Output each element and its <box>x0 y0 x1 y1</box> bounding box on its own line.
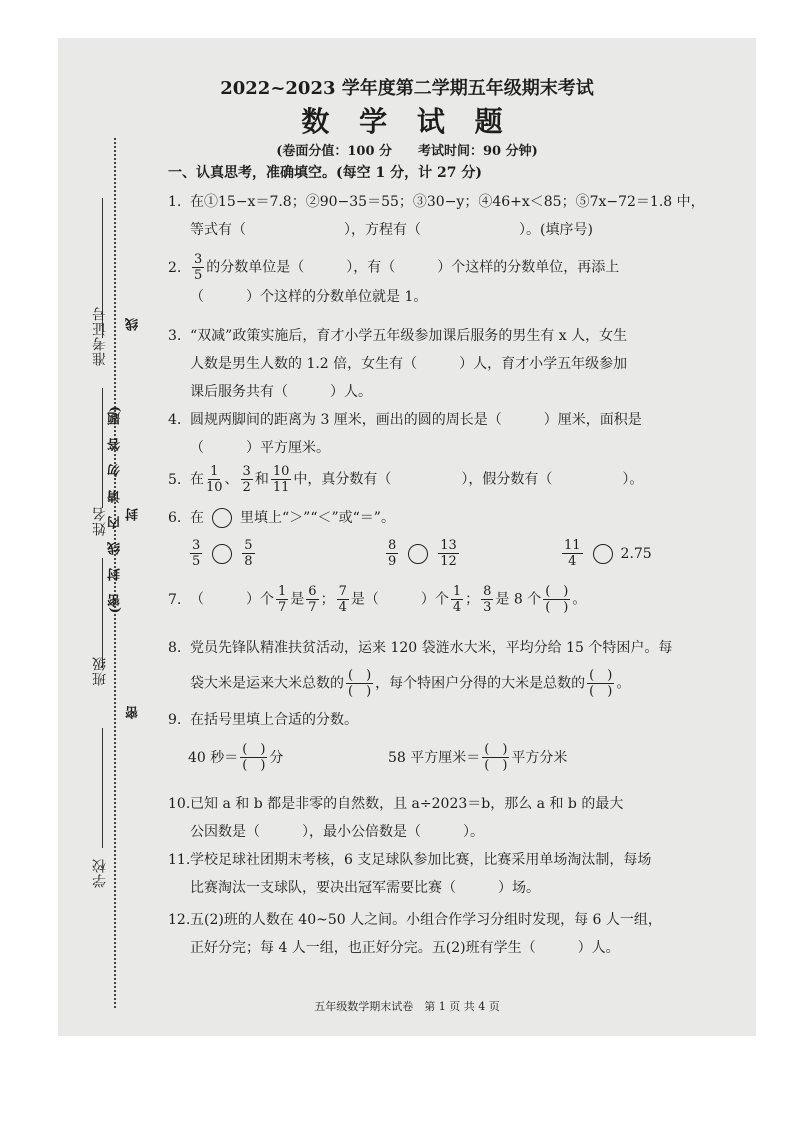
question-3: 3. “双减”政策实施后，育才小学五年级参加课后服务的男生有 x 人，女生 人数是男生人数的 1.2 倍，女生有（ ）人，育才小学五年级参加 课后服务共有（ ）人。 <box>168 328 628 400</box>
exam-title: 数 学 试 题 <box>301 105 513 138</box>
fraction: $\frac{8}{9}$ <box>388 538 397 569</box>
question-2: 2. $\frac{3}{5}$ 的分数单位是（ ），有（ ）个这样的分数单位，再添上 （ ）个这样的分数单位就是 1。 <box>168 252 620 305</box>
fraction: $\frac{13}{12}$ <box>440 538 457 569</box>
fraction: $\frac{11}{4}$ <box>564 538 581 569</box>
seal-mark-mi: 密 <box>126 706 141 719</box>
name-underline <box>102 388 103 508</box>
school-underline <box>102 728 103 848</box>
question-12: 12.五(2)班的人数在 40~50 人之间。小组合作学习分组时发现，每 6 人一组， 正好分完；每 4 人一组，也正好分完。五(2)班有学生（ ）人。 <box>168 912 662 956</box>
binding-margin <box>58 38 168 1036</box>
fraction: $\frac{7}{4}$ <box>338 584 347 615</box>
fraction: $\frac{3}{5}$ <box>192 538 201 569</box>
compare-circle-icon[interactable] <box>212 544 232 564</box>
question-10: 10.已知 a 和 b 都是非零的自然数，且 a÷2023＝b，那么 a 和 b 的最大 公因数是（ ），最小公倍数是（ ）。 <box>168 796 624 840</box>
seal-notice: (密 封 线 内 请 勿 答 题) <box>108 406 123 614</box>
fraction: $\frac{8}{3}$ <box>483 584 492 615</box>
question-11: 11.学校足球社团期末考核，6 支足球队参加比赛，比赛采用单场淘汰制，每场 比赛淘汰一支球队，要决出冠军需要比赛（ ）场。 <box>168 852 652 896</box>
answer-blank-fraction[interactable]: $\frac{( )}{( )}$ <box>348 668 372 699</box>
compare-circle-icon[interactable] <box>593 544 613 564</box>
fraction: $\frac{5}{8}$ <box>244 538 253 569</box>
question-6: 6. 在 里填上“＞”“＜”或“＝”。 $\frac{3}{5}$ $\frac{5}{8}$ $\frac{8}{9}$ $\frac{13}{12}$ $\frac{11}{4}$ 2.75 <box>168 510 652 569</box>
school-label: 学校 <box>92 858 108 888</box>
compare-circle-icon[interactable] <box>408 544 428 564</box>
section-title: 一、认真思考，准确填空。(每空 1 分，计 27 分) <box>168 165 482 181</box>
class-underline <box>102 558 103 668</box>
exam-header: 2022~2023 学年度第二学期五年级期末考试 <box>220 78 594 99</box>
page-footer: 五年级数学期末试卷 第 1 页 共 4 页 <box>314 1000 500 1013</box>
fraction: $\frac{3}{5}$ <box>194 252 203 283</box>
question-9: 9. 在括号里填上合适的分数。 40 秒＝ $\frac{( )}{( )}$ 分 58 平方厘米＝ $\frac{( )}{( )}$ 平方分米 <box>168 712 568 773</box>
compare-circle-icon <box>212 508 232 528</box>
answer-blank-fraction[interactable]: $\frac{( )}{( )}$ <box>484 742 508 773</box>
fraction: $\frac{10}{11}$ <box>272 464 290 495</box>
question-7: 7. （ ）个 $\frac{1}{7}$ 是 $\frac{6}{7}$ ； $\frac{7}{4}$ 是（ ）个 $\frac{1}{4}$ ； $\frac{8}{3}$ 是 8 个 $\frac{( )}{( )}$ 。 <box>168 584 587 615</box>
question-1: 1. 在①15−x＝7.8；②90−35＝55；③30−y；④46+x＜85；⑤7x−72＝1.8 中， 等式有（ ），方程有（ ）。(填序号) <box>168 194 705 238</box>
seal-mark-feng: 封 <box>126 508 141 521</box>
fraction: $\frac{3}{2}$ <box>242 464 251 495</box>
answer-blank-fraction[interactable]: $\frac{( )}{( )}$ <box>242 742 266 773</box>
answer-blank-fraction[interactable]: $\frac{( )}{( )}$ <box>545 584 569 615</box>
seal-mark-xian: 线 <box>126 318 141 331</box>
question-8: 8. 党员先锋队精准扶贫活动，运来 120 袋涟水大米，平均分给 15 个特困户。每 袋大米是运来大米总数的 $\frac{( )}{( )}$ ，每个特困户分得的大米是总数的 $\frac{( )}{( )}$ 。 <box>168 640 673 699</box>
class-label: 班级 <box>92 656 108 686</box>
fraction: $\frac{1}{7}$ <box>278 584 287 615</box>
answer-blank-fraction[interactable]: $\frac{( )}{( )}$ <box>589 668 613 699</box>
name-label: 姓名 <box>92 506 108 536</box>
exam-id-label: 准考证号 <box>92 306 108 366</box>
exam-sheet <box>58 38 756 1036</box>
question-4: 4. 圆规两脚间的距离为 3 厘米，画出的圆的周长是（ ）厘米，面积是 （ ）平方厘米。 <box>168 412 642 456</box>
fraction: $\frac{1}{4}$ <box>452 584 462 615</box>
exam-info: (卷面分值：100 分 考试时间：90 分钟) <box>276 144 538 159</box>
fraction: $\frac{6}{7}$ <box>308 584 317 615</box>
fraction: $\frac{1}{10}$ <box>206 464 223 495</box>
question-5: 5. 在 $\frac{1}{10}$ 、 $\frac{3}{2}$ 和 $\frac{10}{11}$ 中，真分数有（ ），假分数有（ ）。 <box>168 464 644 495</box>
